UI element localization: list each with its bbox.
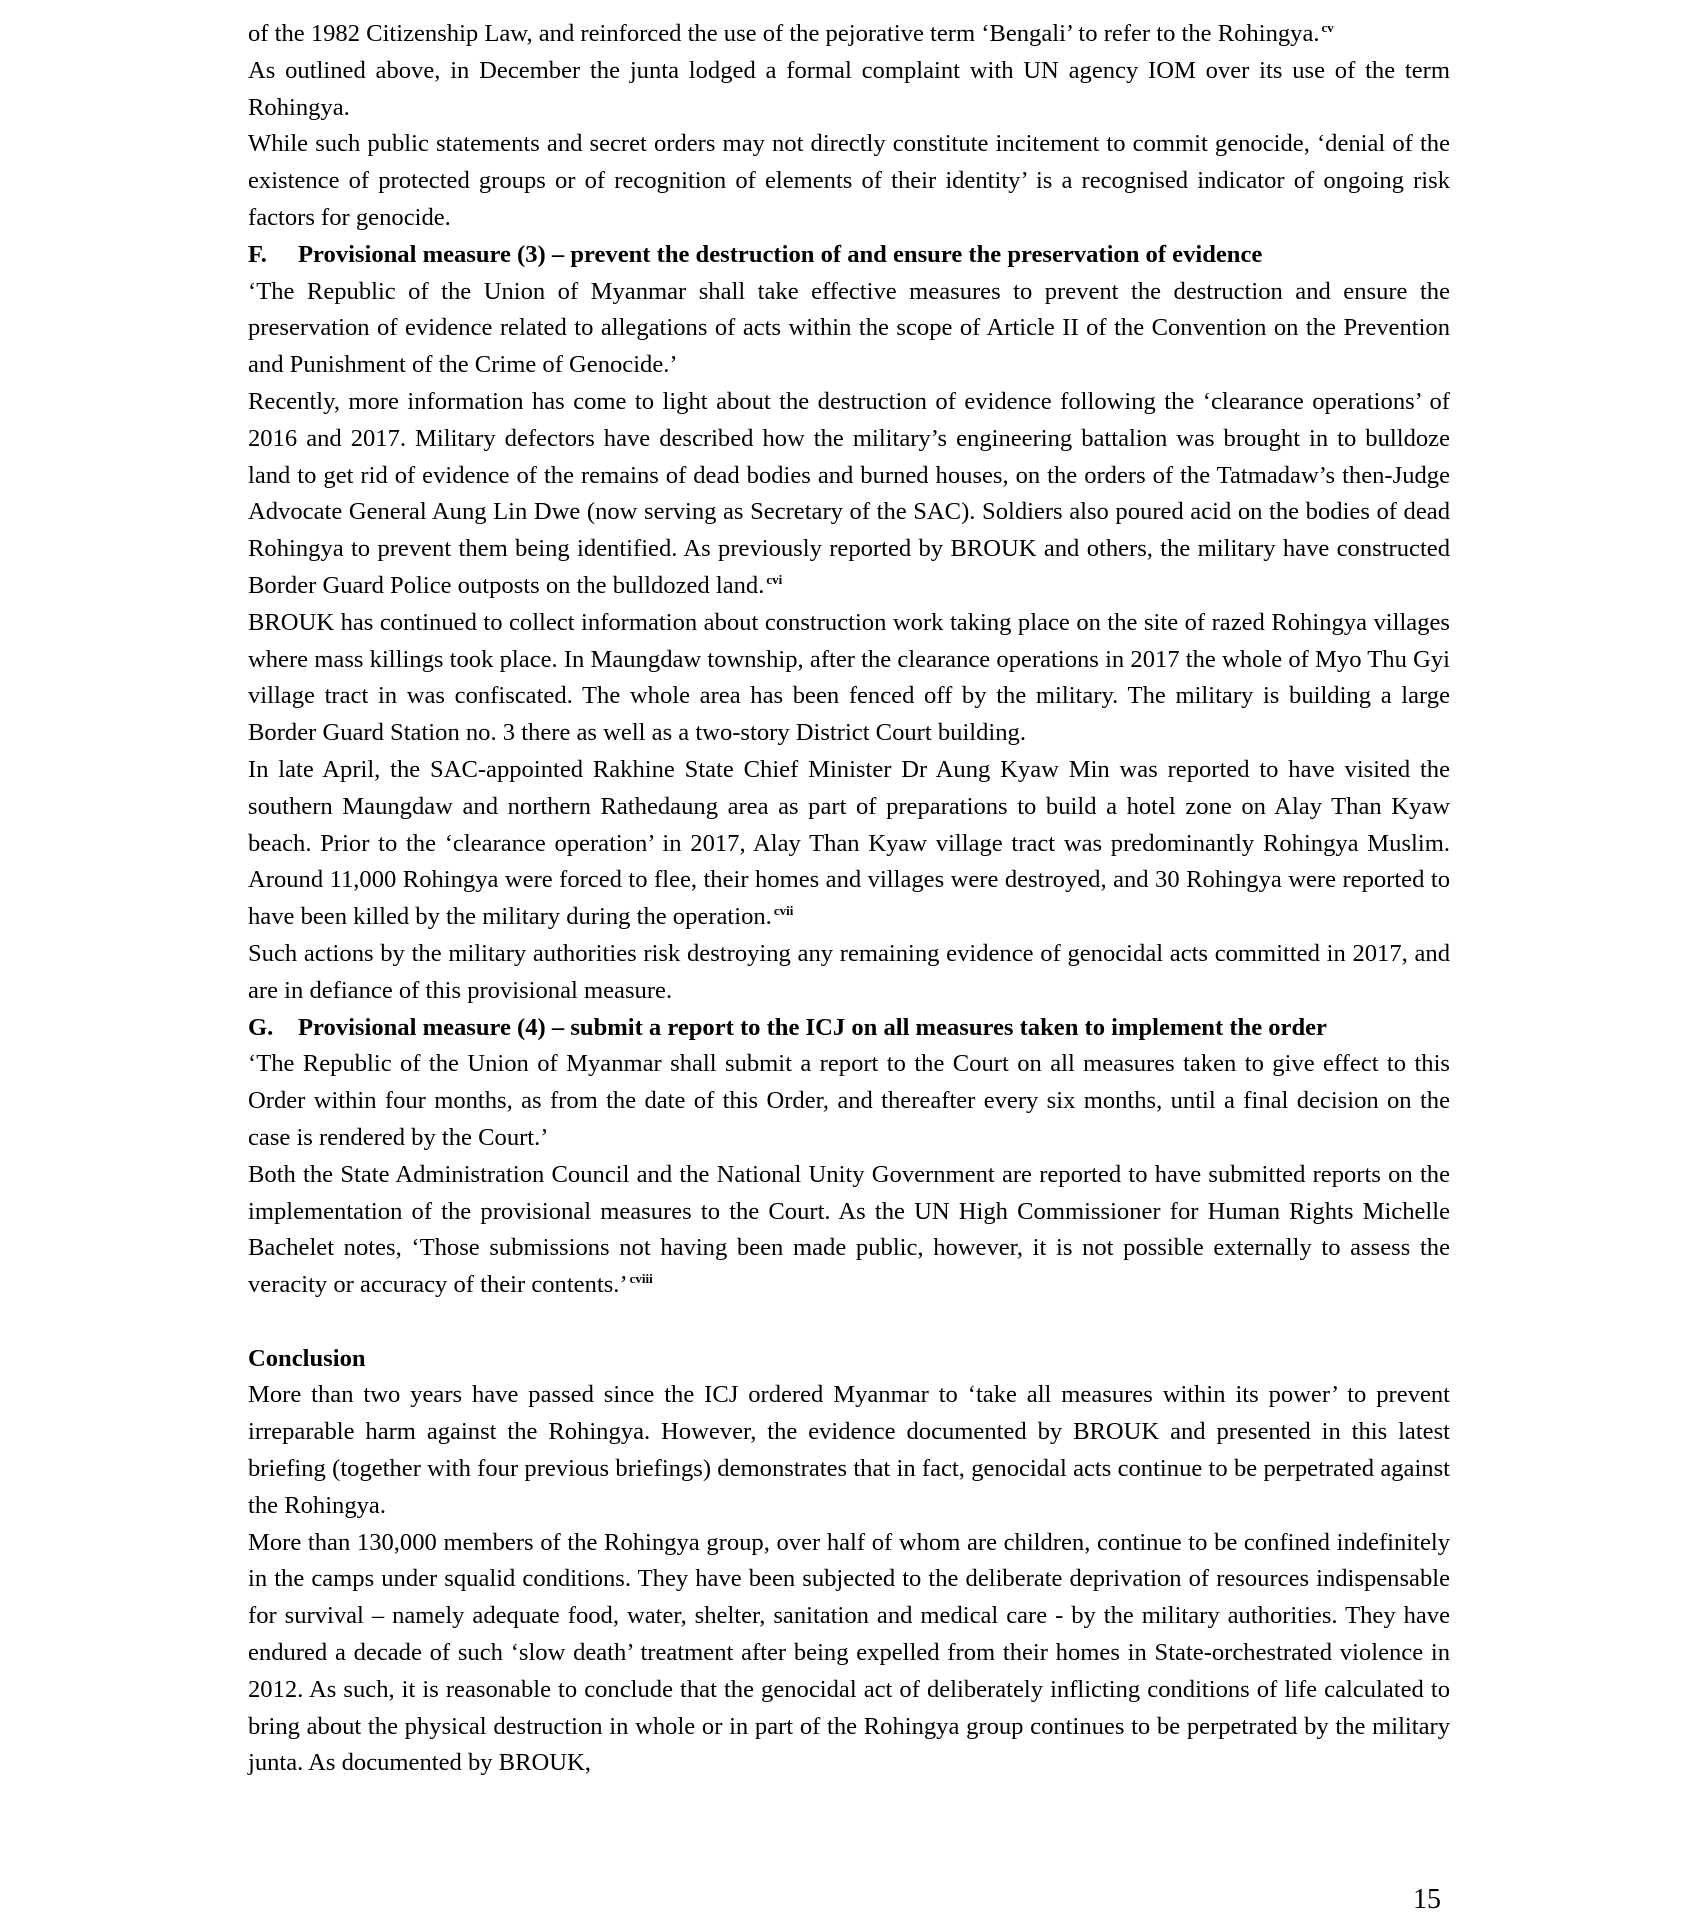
body-paragraph bbox=[248, 936, 1450, 1010]
body-paragraph bbox=[248, 384, 1450, 605]
section-heading bbox=[248, 1010, 1450, 1047]
paragraph-text: Such actions by the military authorities risk destroying any remaining evidence of genocidal acts committed in 2017, and are in defiance of this provisional measure. bbox=[248, 939, 1450, 1004]
body-paragraph bbox=[248, 1377, 1450, 1524]
document-body bbox=[248, 16, 1450, 1782]
body-paragraph bbox=[248, 126, 1450, 236]
section-letter: F. bbox=[248, 240, 267, 268]
body-paragraph bbox=[248, 1157, 1450, 1304]
footnote-marker: cvi bbox=[766, 571, 783, 587]
paragraph-text: While such public statements and secret orders may not directly constitute incitement to commit genocide, ‘denial of the existence of protected groups or of recognition of elements of their identity’ is a recognised indicator of ongoing risk factors for genocide. bbox=[248, 130, 1450, 231]
paragraph-text: Recently, more information has come to light about the destruction of evidence following the ‘clearance operations’ of 2016 and 2017. Military defectors have described how the military’s engineering battalion was brought in to bulldoze land to get rid of evidence of the remains of dead bodies and burned houses, on the orders of the Tatmadaw’s then-Judge Advocate General Aung Lin Dwe (now serving as Secretary of the SAC). Soldiers also poured acid on the bodies of dead Rohingya to prevent them being identified. As previously reported by BROUK and others, the military have constructed Border Guard Police outposts on the bulldozed land. bbox=[248, 387, 1450, 599]
paragraph-text: ‘The Republic of the Union of Myanmar shall take effective measures to prevent the destruction and ensure the preservation of evidence related to allegations of acts within the scope of Article II of the Convention on the Prevention and Punishment of the Crime of Genocide.’ bbox=[248, 277, 1450, 379]
paragraph-text: Both the State Administration Council and the National Unity Government are reported to have submitted reports on the implementation of the provisional measures to the Court. As the UN High Commissioner for Human Rights Michelle Bachelet notes, ‘Those submissions not having been made public, however, it is not possible externally to assess the veracity or accuracy of their contents.’ bbox=[248, 1160, 1450, 1299]
section-heading bbox=[248, 237, 1450, 274]
body-paragraph bbox=[248, 53, 1450, 127]
paragraph-spacer bbox=[248, 1304, 1450, 1341]
body-paragraph bbox=[248, 274, 1450, 384]
footnote-marker: cviii bbox=[629, 1271, 653, 1287]
paragraph-text: More than 130,000 members of the Rohingya group, over half of whom are children, continue to be confined indefinitely in the camps under squalid conditions. They have been subjected to the deliberate deprivation of resources indispensable for survival – namely adequate food, water, shelter, sanitation and medical care - by the military authorities. They have endured a decade of such ‘slow death’ treatment after being expelled from their homes in State-orchestrated violence in 2012. As such, it is reasonable to conclude that the genocidal act of deliberately inflicting conditions of life calculated to bring about the physical destruction in whole or in part of the Rohingya group continues to be perpetrated by the military junta. As documented by BROUK, bbox=[248, 1528, 1450, 1777]
footnote-marker: cvii bbox=[773, 903, 794, 919]
section-heading-text: Provisional measure (4) – submit a report to the ICJ on all measures taken to implement the order bbox=[298, 1013, 1327, 1041]
page-number: 15 bbox=[1413, 1884, 1441, 1915]
section-heading-text: Conclusion bbox=[248, 1344, 366, 1372]
paragraph-text: BROUK has continued to collect information about construction work taking place on the site of razed Rohingya villages where mass killings took place. In Maungdaw township, after the clearance operations in 2017 the whole of Myo Thu Gyi village tract in was confiscated. The whole area has been fenced off by the military. The military is building a large Border Guard Station no. 3 there as well as a two-story District Court building. bbox=[248, 608, 1450, 747]
paragraph-text: of the 1982 Citizenship Law, and reinforced the use of the pejorative term ‘Bengali’ to refer to the Rohingya. bbox=[248, 20, 1320, 47]
section-heading bbox=[248, 1341, 1450, 1378]
footnote-marker: cv bbox=[1321, 20, 1334, 35]
section-letter: G. bbox=[248, 1013, 274, 1041]
body-paragraph bbox=[248, 605, 1450, 752]
body-paragraph bbox=[248, 1046, 1450, 1156]
paragraph-text: In late April, the SAC-appointed Rakhine State Chief Minister Dr Aung Kyaw Min was reported to have visited the southern Maungdaw and northern Rathedaung area as part of preparations to build a hotel zone on Alay Than Kyaw beach. Prior to the ‘clearance operation’ in 2017, Alay Than Kyaw village tract was predominantly Rohingya Muslim. Around 11,000 Rohingya were forced to flee, their homes and villages were destroyed, and 30 Rohingya were reported to have been killed by the military during the operation. bbox=[248, 755, 1450, 931]
body-paragraph bbox=[248, 16, 1450, 53]
section-heading-text: Provisional measure (3) – prevent the destruction of and ensure the preservation of evidence bbox=[298, 240, 1263, 268]
paragraph-text: ‘The Republic of the Union of Myanmar shall submit a report to the Court on all measures taken to give effect to this Order within four months, as from the date of this Order, and thereafter every six months, until a final decision on the case is rendered by the Court.’ bbox=[248, 1050, 1450, 1151]
body-paragraph bbox=[248, 1525, 1450, 1783]
paragraph-text: More than two years have passed since the ICJ ordered Myanmar to ‘take all measures within its power’ to prevent irreparable harm against the Rohingya. However, the evidence documented by BROUK and presented in this latest briefing (together with four previous briefings) demonstrates that in fact, genocidal acts continue to be perpetrated against the Rohingya. bbox=[248, 1381, 1450, 1519]
body-paragraph bbox=[248, 752, 1450, 936]
paragraph-text: As outlined above, in December the junta lodged a formal complaint with UN agency IOM over its use of the term Rohingya. bbox=[248, 56, 1450, 121]
